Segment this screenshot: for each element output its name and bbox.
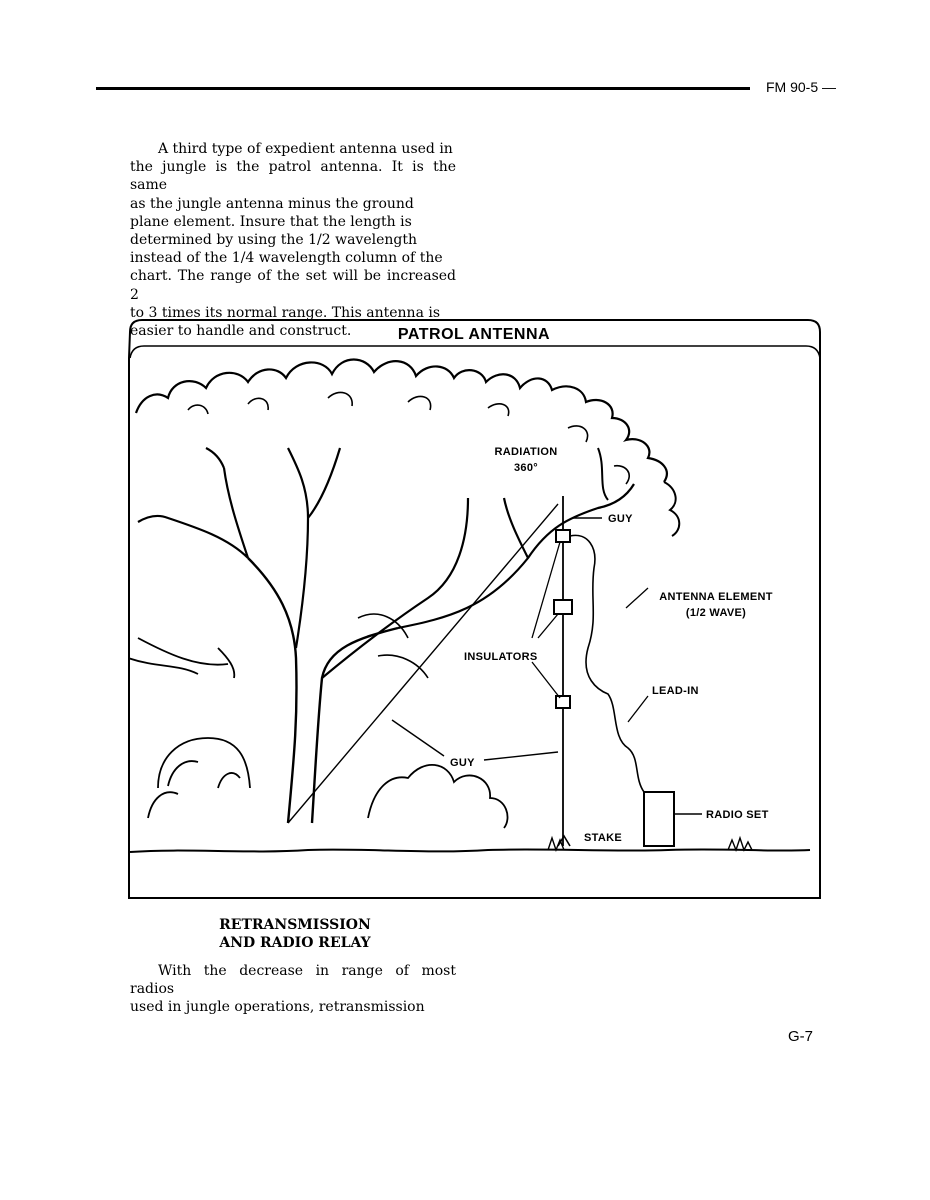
intro-line: as the jungle antenna minus the ground: [130, 195, 414, 212]
patrol-antenna-figure: [128, 318, 821, 900]
lead-in-pointer: [628, 696, 648, 722]
mid-bush: [368, 765, 508, 828]
intro-line: to 3 times its normal range. This antenna is: [130, 304, 441, 321]
title-band-rule: [130, 346, 820, 358]
antenna-illustration: [128, 318, 821, 900]
insulator-pointer-2: [538, 614, 558, 638]
guy-bottom-pointer: [392, 720, 444, 756]
radio-set-box: [644, 792, 674, 846]
header-rule: [96, 87, 750, 90]
insulator-pointer-3: [532, 662, 560, 698]
guy-bottom-leader: [484, 752, 558, 760]
tree-canopy: [136, 360, 667, 483]
tree-branches: [138, 448, 634, 678]
ground-line: [130, 849, 810, 852]
label-antenna-element: ANTENNA ELEMENT: [659, 591, 773, 603]
label-insulators: INSULATORS: [464, 651, 538, 663]
section-heading: [150, 916, 440, 952]
lead-in-cable: [570, 535, 644, 792]
label-lead-in: LEAD-IN: [652, 685, 699, 697]
intro-line: easier to handle and construct.: [130, 323, 352, 340]
label-stake: STAKE: [584, 832, 622, 844]
insulator-pointer-1: [532, 542, 560, 638]
relay-line: With the decrease in range of most radios: [130, 963, 456, 998]
tree-trunk: [248, 558, 398, 823]
left-bush: [148, 738, 250, 818]
intro-line: A third type of expedient antenna used in: [158, 141, 453, 157]
label-guy-top: GUY: [608, 513, 633, 525]
relay-paragraph: [130, 962, 456, 1017]
figure-title: PATROL ANTENNA: [397, 326, 551, 343]
label-radiation: RADIATION: [494, 446, 558, 458]
label-half-wave: (1/2 WAVE): [685, 607, 747, 619]
section-heading-line: RETRANSMISSION: [219, 917, 371, 933]
insulator-bottom: [556, 696, 570, 708]
label-radiation-degrees: 360°: [514, 462, 538, 474]
intro-line: determined by using the 1/2 wavelength: [130, 232, 418, 249]
section-heading-line: AND RADIO RELAY: [219, 935, 371, 951]
intro-line: chart. The range of the set will be increased 2: [130, 268, 456, 303]
canopy-detail: [188, 392, 629, 484]
element-pointer: [626, 588, 648, 608]
intro-paragraph: [130, 140, 456, 340]
page-number: G-7: [788, 1028, 814, 1045]
insulator-mid: [554, 600, 572, 614]
insulator-top: [556, 530, 570, 542]
intro-line: the jungle is the patrol antenna. It is the same: [130, 159, 456, 194]
intro-line: plane element. Insure that the length is: [130, 213, 412, 230]
left-branch-leaves: [128, 638, 234, 678]
label-guy-bottom: GUY: [450, 757, 475, 769]
document-reference: FM 90-5 —: [766, 79, 837, 95]
label-radio-set: RADIO SET: [706, 809, 769, 821]
intro-line: instead of the 1/4 wavelength column of the: [130, 250, 443, 267]
relay-line: used in jungle operations, retransmission: [130, 999, 425, 1016]
